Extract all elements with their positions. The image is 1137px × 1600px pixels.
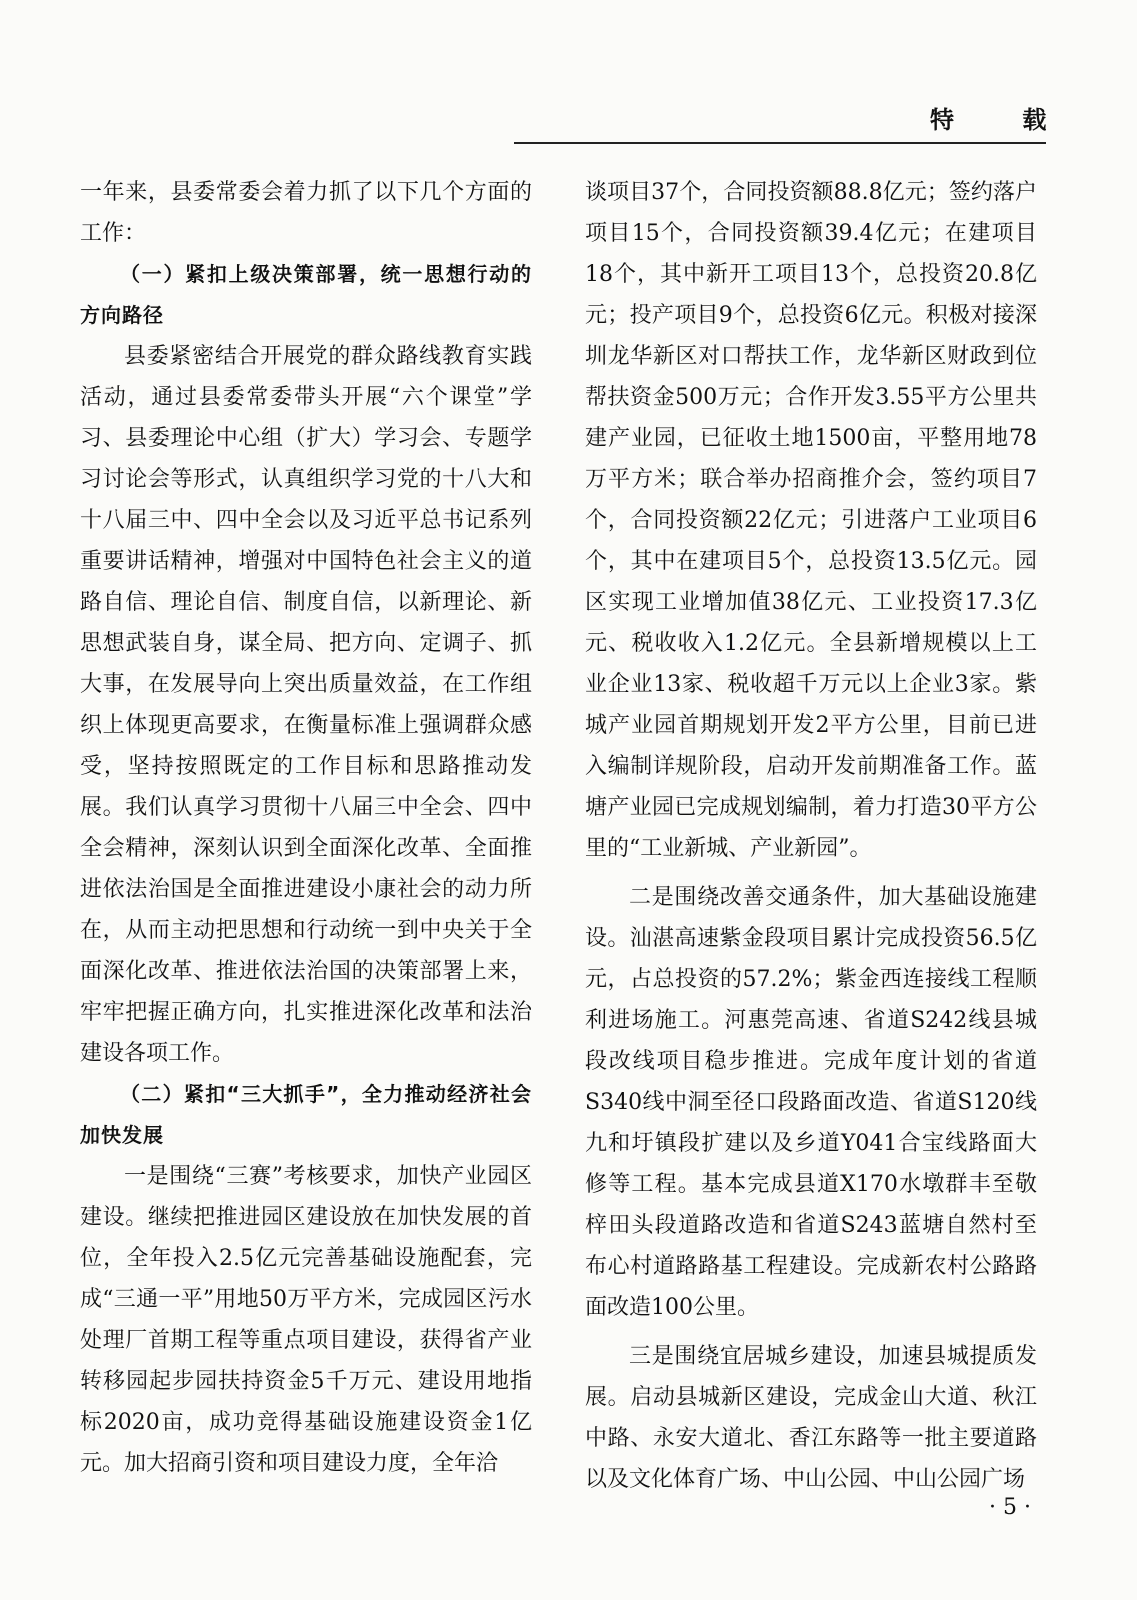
subheading-2: （二）紧扣“三大抓手”，全力推动经济社会加快发展 bbox=[80, 1082, 532, 1147]
section-title: 特 载 bbox=[930, 105, 1077, 134]
paragraph-study: 县委紧密结合开展党的群众路线教育实践活动，通过县委常委带头开展“六个课堂”学习、县委理论中心组（扩大）学习会、专题学习讨论会等形式，认真组织学习党的十八大和十八届三中、四中全会以及习近平总书记系列重要讲话精神，增强对中国特色社会主义的道路自信、理论自信、制度自信，以新理论、新思想武装自身，谋全局、把方向、定调子、抓大事，在发展导向上突出质量效益，在工作组织上体现更高要求，在衡量标准上强调群众感受，坚持按照既定的工作目标和思路推动发展。我们认真学习贯彻十八届三中全会、四中全会精神，深刻认识到全面深化改革、全面推进依法治国是全面推进建设小康社会的动力所在，从而主动把思想和行动统一到中央关于全面深化改革、推进依法治国的决策部署上来，牢牢把握正确方向，扎实推进深化改革和法治建设各项工作。 bbox=[80, 344, 532, 1066]
paragraph-intro: 一年来，县委常委会着力抓了以下几个方面的工作： bbox=[80, 180, 532, 246]
paragraph-investment: 谈项目37个，合同投资额88.8亿元；签约落户项目15个，合同投资额39.4亿元；在建项目18个，其中新开工项目13个，总投资20.8亿元；投产项目9个，总投资6亿元。积极对接深圳龙华新区对口帮扶工作，龙华新区财政到位帮扶资金500万元；合作开发3.55平方公里共建产业园，已征收土地1500亩，平整用地78万平方米；联合举办招商推介会，签约项目7个，合同投资额22亿元；引进落户工业项目6个，其中在建项目5个，总投资13.5亿元。园区实现工业增加值38亿元、工业投资17.3亿元、税收收入1.2亿元。全县新增规模以上工业企业13家、税收超千万元以上企业3家。紫城产业园首期规划开发2平方公里，目前已进入编制详规阶段，启动开发前期准备工作。蓝塘产业园已完成规划编制，着力打造30平方公里的“工业新城、产业新园”。 bbox=[585, 180, 1037, 861]
right-column bbox=[585, 172, 1037, 1500]
paragraph-industrial-park: 一是围绕“三赛”考核要求，加快产业园区建设。继续把推进园区建设放在加快发展的首位，全年投入2.5亿元完善基础设施配套，完成“三通一平”用地50万平方米，完成园区污水处理厂首期工程等重点项目建设，获得省产业转移园起步园扶持资金5千万元、建设用地指标2020亩，成功竞得基础设施建设资金1亿元。加大招商引资和项目建设力度，全年洽 bbox=[80, 1164, 532, 1476]
left-column bbox=[80, 172, 532, 1484]
header-rule bbox=[514, 142, 1046, 144]
paragraph-transport: 二是围绕改善交通条件，加大基础设施建设。汕湛高速紫金段项目累计完成投资56.5亿元，占总投资的57.2%；紫金西连接线工程顺利进场施工。河惠莞高速、省道S242线县城段改线项目稳步推进。完成年度计划的省道S340线中洞至径口段路面改造、省道S120线九和圩镇段扩建以及乡道Y041合宝线路面大修等工程。基本完成县道X170水墩群丰至敬梓田头段道路改造和省道S243蓝塘自然村至布心村道路路基工程建设。完成新农村公路路面改造100公里。 bbox=[585, 885, 1037, 1320]
paragraph-urban: 三是围绕宜居城乡建设，加速县城提质发展。启动县城新区建设，完成金山大道、秋江中路、永安大道北、香江东路等一批主要道路以及文化体育广场、中山公园、中山公园广场 bbox=[585, 1344, 1037, 1492]
subheading-1: （一）紧扣上级决策部署，统一思想行动的方向路径 bbox=[80, 262, 532, 327]
page-number: · 5 · bbox=[989, 1495, 1031, 1520]
